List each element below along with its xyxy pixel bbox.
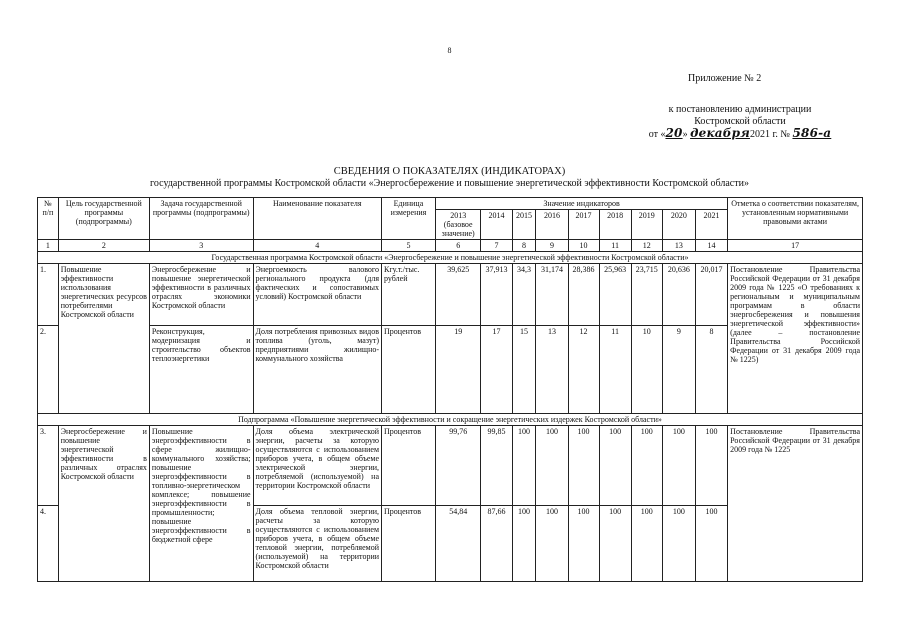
row-task: Энергосбережение и повышение энергетической эффективности в различных отраслях экономики Костромской области [149, 264, 253, 326]
year-2019: 2019 [631, 210, 662, 240]
year-2018: 2018 [599, 210, 631, 240]
year-2017: 2017 [568, 210, 599, 240]
col-number: 10 [568, 240, 599, 252]
row-value: 37,913 [481, 264, 512, 326]
row-num: 4. [38, 506, 59, 582]
document-title: СВЕДЕНИЯ О ПОКАЗАТЕЛЯХ (ИНДИКАТОРАХ) [333, 166, 566, 177]
row-value: 11 [599, 326, 631, 414]
row-goal: Повышение эффективности использования энергетических ресурсов потребителями Костромской области [58, 264, 149, 414]
col-number: 8 [512, 240, 536, 252]
col-number: 6 [435, 240, 481, 252]
row-value: 100 [599, 426, 631, 506]
row-value: 100 [512, 506, 536, 582]
table-row [38, 426, 863, 506]
header-row [38, 198, 863, 210]
row-indicator: Доля объема электрической энергии, расчеты за которую осуществляются с использованием приборов учета, в общем объеме электрической энергии, потребляемой (используемой) на территории Костромской области [253, 426, 381, 506]
row-value: 87,66 [481, 506, 512, 582]
appendix-line-2: Костромской области [694, 116, 786, 127]
handwritten-month: декабря [690, 126, 750, 140]
row-value: 12 [568, 326, 599, 414]
col-number: 2 [58, 240, 149, 252]
year-2020: 2020 [662, 210, 695, 240]
col-number: 1 [38, 240, 59, 252]
date-prefix: от « [648, 129, 666, 140]
row-value: 9 [662, 326, 695, 414]
row-task: Повышение энергоэффективности в сфере жилищно-коммунального хозяйства; повышение энергоэффективности в топливно-энергетическом комплексе; повышение энергоэффективности в промышленности; повышение энергоэффективности в бюджетной сфере [149, 426, 253, 582]
col-number: 11 [599, 240, 631, 252]
row-value: 13 [536, 326, 568, 414]
row-value: 100 [695, 506, 727, 582]
indicators-table [37, 197, 863, 582]
row-value: 20,636 [662, 264, 695, 326]
row-value: 20,017 [695, 264, 727, 326]
col-number: 7 [481, 240, 512, 252]
date-year: 2021 г. № [749, 129, 790, 140]
row-value: 23,715 [631, 264, 662, 326]
col-number: 5 [382, 240, 436, 252]
row-value: 25,963 [599, 264, 631, 326]
row-value: 15 [512, 326, 536, 414]
row-value: 34,3 [512, 264, 536, 326]
date-mid: » [682, 129, 691, 140]
row-value: 100 [568, 426, 599, 506]
row-unit: Процентов [382, 326, 436, 414]
row-value: 99,85 [481, 426, 512, 506]
row-unit: Кгу.т./тыс. рублей [382, 264, 436, 326]
row-value: 28,386 [568, 264, 599, 326]
row-value: 39,625 [435, 264, 481, 326]
row-value: 100 [631, 426, 662, 506]
header-task: Задача государственной программы (подпрограммы) [149, 198, 253, 240]
row-value: 100 [568, 506, 599, 582]
section-subprogram: Подпрограмма «Повышение энергетической эффективности и сокращение энергетических издержек Костромской области» [38, 414, 863, 426]
row-indicator: Энергоемкость валового регионального продукта (для фактических и сопоставимых условий) Костромской области [253, 264, 381, 326]
row-value: 99,76 [435, 426, 481, 506]
row-indicator: Доля объема тепловой энергии, расчеты за которую осуществляются с использованием приборов учета, в общем объеме тепловой энергии, потребляемой (используемой) на территории Костромской области [253, 506, 381, 582]
year-2016: 2016 [536, 210, 568, 240]
row-note: Постановление Правительства Российской Федерации от 31 декабря 2009 года № 1225 «О требованиях к региональным и муниципальным программам в области энергосбережения и повышения энергетической эффективности» (далее – постановление Правительства Российской Федерации от 31 декабря 2009 года № 1225) [728, 264, 863, 414]
year-2015: 2015 [512, 210, 536, 240]
header-num: № п/п [38, 198, 59, 240]
handwritten-number: 586-а [792, 126, 832, 140]
row-value: 100 [599, 506, 631, 582]
handwritten-day: 20 [665, 126, 683, 140]
document-subtitle: государственной программы Костромской области «Энергосбережение и повышение энергетической эффективности Костромской области» [150, 178, 749, 189]
row-value: 100 [662, 426, 695, 506]
row-unit: Процентов [382, 426, 436, 506]
header-goal: Цель государственной программы (подпрограммы) [58, 198, 149, 240]
col-number: 17 [728, 240, 863, 252]
row-num: 3. [38, 426, 59, 506]
row-value: 100 [662, 506, 695, 582]
row-num: 1. [38, 264, 59, 326]
col-number: 9 [536, 240, 568, 252]
row-value: 100 [536, 506, 568, 582]
row-value: 100 [536, 426, 568, 506]
row-unit: Процентов [382, 506, 436, 582]
section-program: Государственная программа Костромской области «Энергосбережение и повышение энергетической эффективности Костромской области» [38, 252, 863, 264]
column-numbers-row [38, 240, 863, 252]
year-2014: 2014 [481, 210, 512, 240]
year-2021: 2021 [695, 210, 727, 240]
section-row [38, 252, 863, 264]
row-value: 17 [481, 326, 512, 414]
row-indicator: Доля потребления привозных видов топлива (уголь, мазут) предприятиями жилищно-коммунального хозяйства [253, 326, 381, 414]
appendix-title: Приложение № 2 [688, 73, 762, 84]
col-number: 12 [631, 240, 662, 252]
row-value: 10 [631, 326, 662, 414]
year-2013: 2013 (базовое значение) [435, 210, 481, 240]
row-value: 31,174 [536, 264, 568, 326]
row-value: 100 [695, 426, 727, 506]
row-value: 100 [631, 506, 662, 582]
header-unit: Единица измерения [382, 198, 436, 240]
header-values: Значение индикаторов [435, 198, 727, 210]
table-row [38, 264, 863, 326]
header-note: Отметка о соответствии показателям, установленным нормативными правовыми актами [728, 198, 863, 240]
col-number: 4 [253, 240, 381, 252]
row-goal: Энергосбережение и повышение энергетической эффективности в различных отраслях Костромской области [58, 426, 149, 582]
row-note: Постановление Правительства Российской Федерации от 31 декабря 2009 года № 1225 [728, 426, 863, 582]
row-value: 54,84 [435, 506, 481, 582]
row-task: Реконструкция, модернизация и строительство объектов теплоэнергетики [149, 326, 253, 414]
row-value: 8 [695, 326, 727, 414]
col-number: 14 [695, 240, 727, 252]
section-row [38, 414, 863, 426]
appendix-line-1: к постановлению администрации [668, 104, 812, 115]
col-number: 3 [149, 240, 253, 252]
page-number: 8 [447, 46, 452, 55]
appendix-date-line [640, 128, 840, 140]
row-value: 19 [435, 326, 481, 414]
col-number: 13 [662, 240, 695, 252]
row-value: 100 [512, 426, 536, 506]
row-num: 2. [38, 326, 59, 414]
header-indicator: Наименование показателя [253, 198, 381, 240]
